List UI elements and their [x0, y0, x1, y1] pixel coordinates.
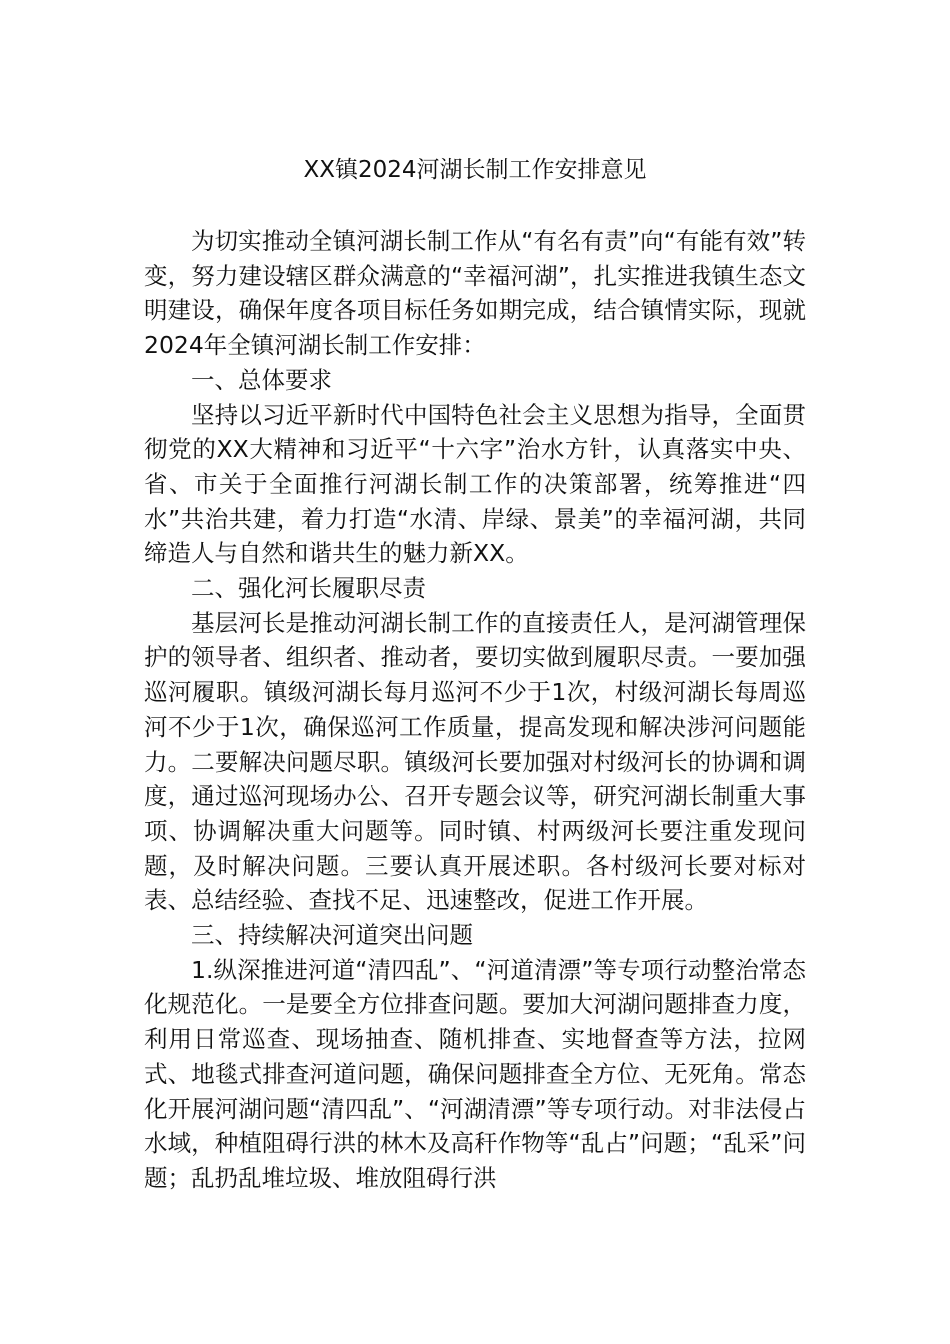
section-heading-general-requirements: 一、总体要求 [191, 365, 332, 394]
intro-paragraph: 为切实推动全镇河湖长制工作从“有名有责”向“有能有效”转变，努力建设辖区群众满意的“幸福河湖”，扎实推进我镇生态文明建设，确保年度各项目标任务如期完成，结合镇情实际，现就2024年全镇河湖长制工作安排： [144, 227, 806, 360]
document-body [144, 224, 806, 1196]
river-problems-paragraph: 1.纵深推进河道“清四乱”、“河道清漂”等专项行动整治常态化规范化。一是要全方位排查问题。要加大河湖问题排查力度，利用日常巡查、现场抽查、随机排查、实地督查等方法，拉网式、地毯式排查河道问题，确保问题排查全方位、无死角。常态化开展河湖问题“清四乱”、“河湖清漂”等专项行动。对非法侵占水域，种植阻碍行洪的林木及高秆作物等“乱占”问题；“乱采”问题；乱扔乱堆垃圾、堆放阻碍行洪 [144, 955, 806, 1192]
section-heading-river-problems: 三、持续解决河道突出问题 [191, 921, 473, 950]
document-title: XX镇2024河湖长制工作安排意见 [303, 157, 647, 183]
river-chief-duties-paragraph: 基层河长是推动河湖长制工作的直接责任人，是河湖管理保护的领导者、组织者、推动者，要切实做到履职尽责。一要加强巡河履职。镇级河湖长每月巡河不少于1次，村级河湖长每周巡河不少于1次，确保巡河工作质量，提高发现和解决涉河问题能力。二要解决问题尽职。镇级河长要加强对村级河长的协调和调度，通过巡河现场办公、召开专题会议等，研究河湖长制重大事项、协调解决重大问题等。同时镇、村两级河长要注重发现问题，及时解决问题。三要认真开展述职。各村级河长要对标对表、总结经验、查找不足、迅速整改，促进工作开展。 [144, 608, 806, 915]
general-requirements-paragraph: 坚持以习近平新时代中国特色社会主义思想为指导，全面贯彻党的XX大精神和习近平“十六字”治水方针，认真落实中央、省、市关于全面推行河湖长制工作的决策部署，统筹推进“四水”共治共建，着力打造“水清、岸绿、景美”的幸福河湖，共同缔造人与自然和谐共生的魅力新XX。 [144, 400, 806, 568]
section-heading-river-chief-duties: 二、强化河长履职尽责 [191, 574, 426, 603]
